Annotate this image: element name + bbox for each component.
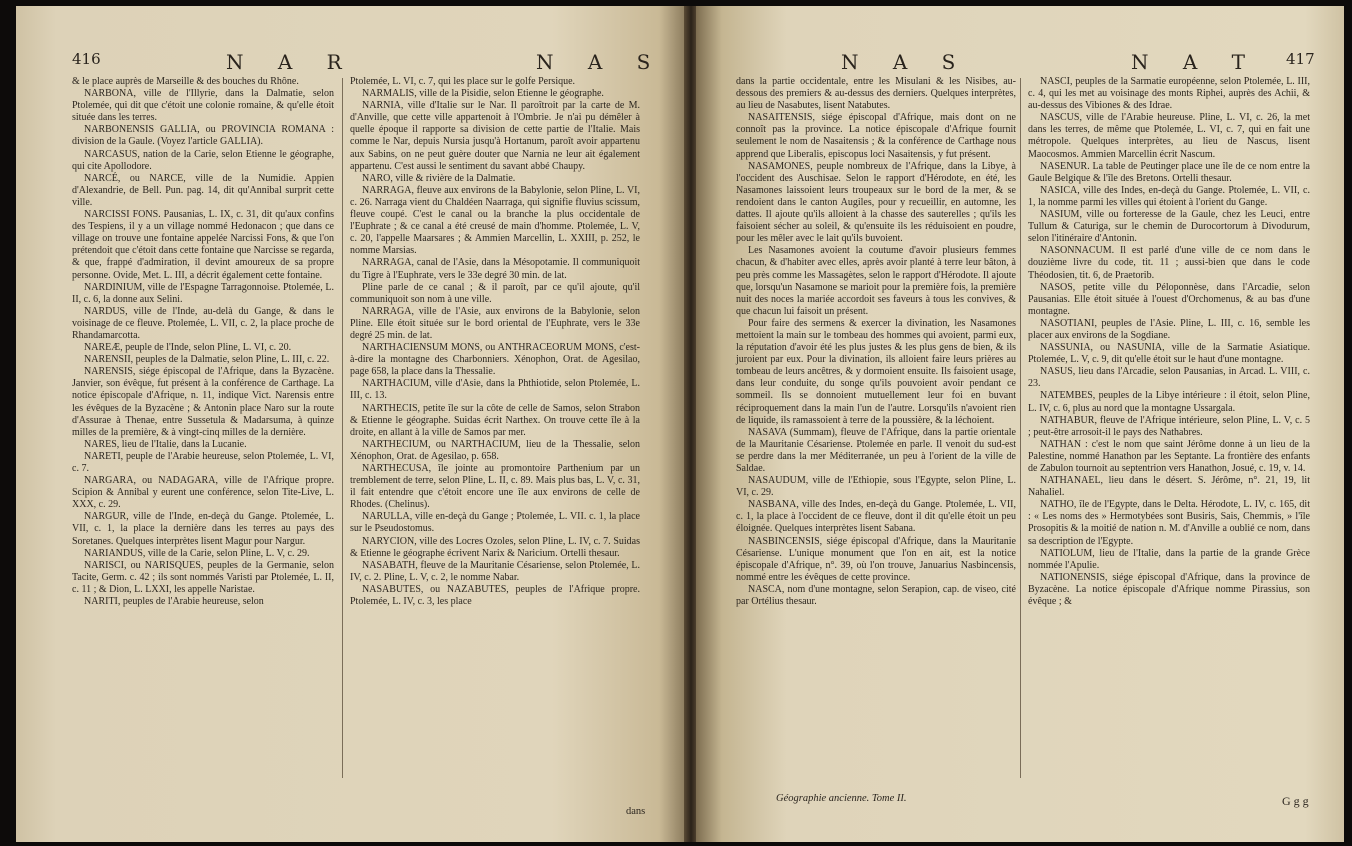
dictionary-entry: Pour faire des sermens & exercer la divination, les Nasamones mettoient la main sur le tombeau des hommes qui avoient, parmi eux, la réputation d'avoir été les plus justes & les plus gens de bien, & ils juroient par eux. Pour la divination, ils alloient faire leurs prières au tombeau de leurs ancêtres, & y dormoient ensuite. Ils faisoient usage, dans leur conduite, du songe qu'ils pouvoient avoir pendant ce sommeil. Ils se donnoient mutuellement leur foi en buvant réciproquement dans la main l'un de l'autre. Lorsqu'ils n'avoient rien de liquide, ils ramassoient à terre de la poussière, & la léchoient. xyxy=(736,317,1016,426)
right-page xyxy=(696,6,1344,842)
dictionary-entry: NARMALIS, ville de la Pisidie, selon Etienne le géographe. xyxy=(362,88,604,100)
dictionary-entry: NASIUM, ville ou forteresse de la Gaule, chez les Leuci, entre Tullum & Caturiga, sur le chemin de Durocortorum à Divodurum, selon l'itinéraire d'Antonin. xyxy=(1028,209,1310,245)
dictionary-entry: NARDUS, ville de l'Inde, au-delà du Gange, & dans le voisinage de ce fleuve. Ptolemée, L. VII, c. 2, la place proche de Rhandamarcotta. xyxy=(72,305,334,341)
dictionary-entry: Les Nasamones avoient la coutume d'avoir plusieurs femmes chacun, & d'habiter avec elles, après avoir planté à terre leur bâton, à peu près comme les Massagètes, selon le rapport d'Hérodote. Il ajoute que, lorsqu'un Nasamone se marioit pour la première fois, la première nuit des noces la mariée accordoit ses faveurs à tous les convives, & que chacun lui faisoit un présent. xyxy=(736,245,1016,317)
dictionary-entry: NARISCI, ou NARISQUES, peuples de la Germanie, selon Tacite, Germ. c. 42 ; ils sont nommés Varisti par Ptolemée, L. II, c. 11 ; & Dion, L. LXXI, les appelle Naristae. xyxy=(72,559,334,595)
dictionary-entry: NARCÉ, ou NARCE, ville de la Numidie. Appien d'Alexandrie, de Bell. Pun. pag. 14, dit qu'Annibal surprit cette ville. xyxy=(72,172,334,208)
dictionary-entry: NATIOLUM, lieu de l'Italie, dans la partie de la grande Grèce nommée l'Apulie. xyxy=(1028,547,1310,571)
dictionary-entry: NATEMBES, peuples de la Libye intérieure : il étoit, selon Pline, L. IV, c. 6, plus au nord que la montagne Ussargala. xyxy=(1028,390,1310,414)
dictionary-entry: NARGARA, ou NADAGARA, ville de l'Afrique propre. Scipion & Annibal y eurent une conférence, selon Tite-Live, L. XXX, c. 29. xyxy=(72,475,334,511)
dictionary-entry: NARULLA, ville en-deçà du Gange ; Ptolemée, L. VII. c. 1, la place sur le Pseudostomus. xyxy=(350,511,640,535)
left-page-number: 416 xyxy=(72,50,101,68)
dictionary-entry: NASSUNIA, ou NASUNIA, ville de la Sarmatie Asiatique. Ptolemée, L. V, c. 9, dit qu'elle étoit sur le haut d'une montagne. xyxy=(1028,342,1310,366)
dictionary-entry: NARTHACIUM, ville d'Asie, dans la Phthiotide, selon Ptolemée, L. III, c. 13. xyxy=(350,378,640,402)
dictionary-entry: dans la partie occidentale, entre les Misulani & les Nisibes, au-dessous des premiers & au-dessus des derniers. Quelques interprètes, au lieu de Nasabutes, lisent Natabutes. xyxy=(736,76,1016,112)
dictionary-entry: NASCUS, ville de l'Arabie heureuse. Pline, L. VI, c. 26, la met dans les terres, de même que Ptolemée, L. VI, c. 7, qui en fait une métropole. Quelques interprètes, au lieu de Nascus, lisent Maocosmos. Ammien Marcellin écrit Nascum. xyxy=(1028,112,1310,160)
dictionary-entry: NARBONENSIS GALLIA, ou PROVINCIA ROMANA : division de la Gaule. (Voyez l'article GALLIA). xyxy=(72,124,334,148)
right-column-2 xyxy=(1028,76,1310,608)
dictionary-entry: NASOTIANI, peuples de l'Asie. Pline, L. III, c. 16, semble les placer aux environs de la Sogdiane. xyxy=(1028,317,1310,341)
dictionary-entry: NARRAGA, canal de l'Asie, dans la Mésopotamie. Il communiquoit du Tigre à l'Euphrate, vers le 33e degré 30 min. de lat. xyxy=(350,257,640,281)
dictionary-entry: NARRAGA, ville de l'Asie, aux environs de la Babylonie, selon Pline. Elle étoit située sur le bord oriental de l'Euphrate, vers le 33e degré 25 min. de lat. xyxy=(350,305,640,341)
dictionary-entry: NASBINCENSIS, siége épiscopal d'Afrique, dans la Mauritanie Césariense. L'unique monument que l'on en ait, est la notice épiscopale d'Afrique, n°. 39, où l'on trouve, Januarius Nasbincensis, nommé entre les évêques de cette province. xyxy=(736,535,1016,583)
dictionary-entry: NARTHECIUM, ou NARTHACIUM, lieu de la Thessalie, selon Xénophon, Orat. de Agesilao, p. 658. xyxy=(350,438,640,462)
catchword: dans xyxy=(626,806,646,817)
dictionary-entry: NASBANA, ville des Indes, en-deçà du Gange. Ptolemée, L. VII, c. 1, la place à l'occident de ce fleuve, dont il dit qu'elle étoit un peu éloignée. Quelques interprètes lisent Sabana. xyxy=(736,499,1016,535)
dictionary-entry: NASCI, peuples de la Sarmatie européenne, selon Ptolemée, L. III, c. 4, qui les met au voisinage des monts Riphei, auprès des Achii, & au-dessus des Vibiones & des Idrae. xyxy=(1028,76,1310,112)
dictionary-entry: NARENSII, peuples de la Dalmatie, selon Pline, L. III, c. 22. xyxy=(84,354,330,366)
dictionary-entry: NARITI, peuples de l'Arabie heureuse, selon xyxy=(84,596,264,608)
right-running-head-left: N A S xyxy=(841,50,970,74)
dictionary-entry: NASAITENSIS, siége épiscopal d'Afrique, mais dont on ne connoît pas la province. La notice épiscopale d'Afrique fournit seulement le nom de Nasaitensis ; & la conférence de Carthage nous apprend que Liberalis, episcopus loci Nasaitensis, y fut présent. xyxy=(736,112,1016,160)
left-column-1 xyxy=(72,76,334,608)
dictionary-entry: NARTHECUSA, île jointe au promontoire Parthenium par un tremblement de terre, selon Pline, L. II, c. 89. Mais plus bas, L. V, c. 31, il fait entendre que c'étoit encore une île aux environs de celle de Rhodes. (Chelinus). xyxy=(350,463,640,511)
dictionary-entry: NARNIA, ville d'Italie sur le Nar. Il paroîtroit par la carte de M. d'Anville, que cette ville appartenoit à l'Ombrie. Je n'ai pu démêler à quelle époque il rapporte sa division de cette partie de l'Italie. Mais comme le Nar, depuis Nursia jusqu'à Hortanum, paroît avoir appartenu aux Sabins, on ne peut guère douter que Narnia ne leur ait également appartenu. C'est aussi le sentiment du savant abbé Chaupy. xyxy=(350,100,640,172)
dictionary-entry: NATIONENSIS, siége épiscopal d'Afrique, dans la province de Byzacène. La notice épiscopale d'Afrique nomme Pirassius, son évêque ; & xyxy=(1028,571,1310,608)
dictionary-entry: NARTHACIENSUM MONS, ou ANTHRACEORUM MONS, c'est-à-dire la montagne des Charbonniers. Xénophon, Orat. de Agesilao, page 658, la place dans la Thessalie. xyxy=(350,342,640,378)
dictionary-entry: NASAMONES, peuple nombreux de l'Afrique, dans la Libye, à l'occident des Auschisae. Selon le rapport d'Hérodote, en été, les Nasamones laissoient leurs troupeaux sur le bord de la mer, & se rendoient dans le canton Augiles, pour y recueillir, en automne, les dattes. Il ajoute qu'ils alloient à la chasse des sauterelles ; qu'ils les faisoient sécher au soleil, & qu'ensuite ils les réduisoient en poudre, pour les mêler avec le lait qu'ils buvoient. xyxy=(736,160,1016,245)
dictionary-entry: NARO, ville & rivière de la Dalmatie. xyxy=(362,172,516,184)
dictionary-entry: NASAUDUM, ville de l'Ethiopie, sous l'Egypte, selon Pline, L. VI, c. 29. xyxy=(736,475,1016,499)
dictionary-entry: NARETI, peuple de l'Arabie heureuse, selon Ptolemée, L. VI, c. 7. xyxy=(72,450,334,474)
dictionary-entry: & le place auprès de Marseille & des bouches du Rhône. xyxy=(72,76,299,87)
dictionary-entry: NATHAN : c'est le nom que saint Jérôme donne à un lieu de la Palestine, nommé Hanathon par les Septante. La frontière des enfants de Zabulon tournoit au septentrion vers Hanathon, Josué, c. 19, v. 14. xyxy=(1028,438,1310,474)
column-rule xyxy=(1020,78,1021,778)
dictionary-entry: NARYCION, ville des Locres Ozoles, selon Pline, L. IV, c. 7. Suidas & Etienne le géographe écrivent Narix & Naricium. Ortelli thesaur. xyxy=(350,535,640,559)
dictionary-entry: NARDINIUM, ville de l'Espagne Tarragonnoise. Ptolemée, L. II, c. 6, la donne aux Selini. xyxy=(72,281,334,305)
column-rule xyxy=(342,78,343,778)
left-column-2 xyxy=(350,76,640,608)
right-running-head-right: N A T xyxy=(1131,50,1259,74)
dictionary-entry: NARCISSI FONS. Pausanias, L. IX, c. 31, dit qu'aux confins des Tespiens, il y a un village nommé Hedonacon ; que dans ce village on trouve une fontaine appelée Narcissi Fons, & que l'on prétendoit que c'étoit dans cette fontaine que Narcisse se regarda, & que, frappé d'admiration, il devint amoureux de sa propre personne. Ovide, Met. L. III, a décrit également cette fontaine. xyxy=(72,209,334,281)
dictionary-entry: NARCASUS, nation de la Carie, selon Etienne le géographe, qui cite Apollodore. xyxy=(72,148,334,172)
dictionary-entry: NARIANDUS, ville de la Carie, selon Pline, L. V, c. 29. xyxy=(84,547,310,559)
right-page-number: 417 xyxy=(1286,50,1315,68)
dictionary-entry: NATHO, île de l'Egypte, dans le Delta. Hérodote, L. IV, c. 165, dit : « Les noms des » Hermotybées sont Busiris, Sais, Chemmis, » l'île Prosopitis & la moitié de nation n. M. d'Anville a oublié ce nom, dans sa description de l'Egypte. xyxy=(1028,499,1310,547)
dictionary-entry: NATHABUR, fleuve de l'Afrique intérieure, selon Pline, L. V, c. 5 ; peut-être arrosoit-il le pays des Nathabres. xyxy=(1028,414,1310,438)
dictionary-entry: NARGUR, ville de l'Inde, en-deçà du Gange. Ptolemée, L. VII, c. 1, la place la dernière dans les terres au pays des Soretanes. Quelques interprètes lisent Magur pour Nargur. xyxy=(72,511,334,547)
left-page xyxy=(16,6,686,842)
left-running-head-left: N A R xyxy=(226,50,356,74)
dictionary-entry: NARES, lieu de l'Italie, dans la Lucanie. xyxy=(84,438,247,450)
dictionary-entry: NASABATH, fleuve de la Mauritanie Césariense, selon Ptolemée, L. IV, c. 2. Pline, L. V, c. 2, le nomme Nabar. xyxy=(350,559,640,583)
dictionary-entry: Ptolemée, L. VI, c. 7, qui les place sur le golfe Persique. xyxy=(350,76,576,87)
dictionary-entry: NASOS, petite ville du Péloponnèse, dans l'Arcadie, selon Pausanias. Elle étoit située à l'ouest d'Orchomenus, & au bas d'une montagne. xyxy=(1028,281,1310,317)
dictionary-entry: Pline parle de ce canal ; & il paroît, par ce qu'il ajoute, qu'il communiquoit son nom à une ville. xyxy=(350,281,640,305)
dictionary-entry: NASABUTES, ou NAZABUTES, peuples de l'Afrique propre. Ptolemée, L. IV, c. 3, les place xyxy=(350,583,640,608)
dictionary-entry: NASAVA (Summam), fleuve de l'Afrique, dans la partie orientale de la Mauritanie Césariense. Ptolemée en parle. Il venoit du sud-est se perdre dans la mer Méditerranée, un peu à l'orient de la ville de Saldae. xyxy=(736,426,1016,474)
dictionary-entry: NASICA, ville des Indes, en-deçà du Gange. Ptolemée, L. VII, c. 1, la nomme parmi les villes qui étoient à l'orient du Gange. xyxy=(1028,184,1310,208)
dictionary-entry: NATHANAEL, lieu dans le désert. S. Jérôme, n°. 21, 19, lit Nahaliel. xyxy=(1028,475,1310,499)
dictionary-entry: NARRAGA, fleuve aux environs de la Babylonie, selon Pline, L. VI, c. 26. Narraga vient du Chaldéen Naarraga, qui signifie fluvius scissum, fleuve coupé. C'est le canal ou la branche la plus occidentale de l'Euphrate ; & ce canal a été creusé de main d'homme. Ptolemée, L. V, c. 20, l'appelle Maarsares ; & Ammien Marcellin, L. XXIII, p. 252, le nomme Marsias. xyxy=(350,184,640,257)
dictionary-entry: NARTHECIS, petite île sur la côte de celle de Samos, selon Strabon & Etienne le géographe. Suidas écrit Narthex. On trouve cette île à la droite, en allant à la ville de Samos par mer. xyxy=(350,402,640,438)
dictionary-entry: NASENUR. La table de Peutinger place une île de ce nom entre la Gaule Belgique & l'île des Bretons. Ortelli thesaur. xyxy=(1028,160,1310,184)
right-column-1 xyxy=(736,76,1016,608)
dictionary-entry: NASUS, lieu dans l'Arcadie, selon Pausanias, in Arcad. L. VIII, c. 23. xyxy=(1028,366,1310,390)
left-running-head-right: N A S xyxy=(536,50,665,74)
footer-title: Géographie ancienne. Tome II. xyxy=(776,793,907,804)
dictionary-entry: NASONNACUM. Il est parlé d'une ville de ce nom dans le douzième livre du code, tit. 11 ; aussi-bien que dans le code Théodosien, tit. 6, de Praetorib. xyxy=(1028,245,1310,281)
dictionary-entry: NARENSIS, siége épiscopal de l'Afrique, dans la Byzacène. Janvier, son évêque, fut présent à la conférence de Carthage. La notice épiscopale d'Afrique, n. 11, indique Vict. Narensis entre les évêques de la Byzacène ; & Antonin place Naro sur la route d'Assurae à Thenae, entre Sussetula & Madarsuma, à quinze milles de la première, & à vingt-cinq milles de la dernière. xyxy=(72,366,334,438)
dictionary-entry: NARBONA, ville de l'Illyrie, dans la Dalmatie, selon Ptolemée, qui dit que c'étoit une colonie romaine, & qu'elle étoit située dans les terres. xyxy=(72,88,334,124)
dictionary-entry: NASCA, nom d'une montagne, selon Serapion, cap. de viseo, cité par Ortélius thesaur. xyxy=(736,583,1016,608)
open-book xyxy=(16,6,1344,842)
dictionary-entry: NAREÆ, peuple de l'Inde, selon Pline, L. VI, c. 20. xyxy=(84,342,292,354)
signature-mark: G g g xyxy=(1282,794,1309,808)
